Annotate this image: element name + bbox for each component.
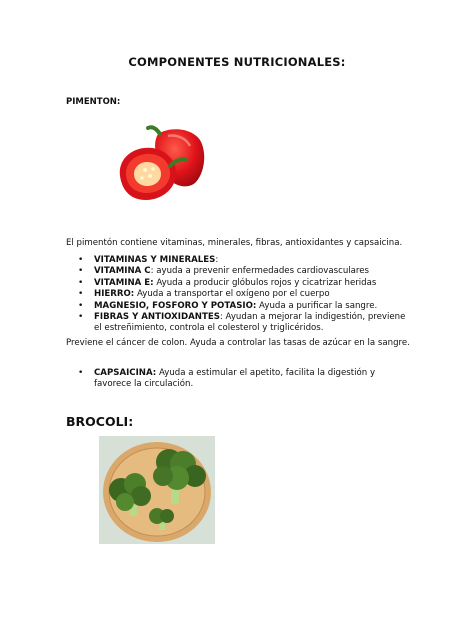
document-title: COMPONENTES NUTRICIONALES: (128, 55, 346, 69)
brocoli-heading: BROCOLI: (66, 414, 134, 429)
list-item: • VITAMINA C: ayuda a prevenir enfermedades cardiovasculares (66, 266, 411, 277)
list-item: • CAPSAICINA: Ayuda a estimular el apetito, facilita la digestión y favorece la circulación. (66, 368, 411, 391)
pimenton-heading: PIMENTON: (66, 97, 121, 107)
red-pepper-image (110, 120, 210, 206)
list-item: • HIERRO: Ayuda a transportar el oxígeno por el cuerpo (66, 289, 411, 300)
list-item: • VITAMINAS Y MINERALES: (66, 255, 411, 266)
pimenton-paragraph-2: Previene el cáncer de colon. Ayuda a controlar las tasas de azúcar en la sangre. (66, 338, 410, 348)
pimenton-nutrients-list (66, 255, 411, 335)
capsaicina-list (66, 368, 411, 391)
broccoli-image (99, 436, 215, 544)
pimenton-intro: El pimentón contiene vitaminas, minerales, fibras, antioxidantes y capsaicina. (66, 238, 403, 248)
list-item: • MAGNESIO, FOSFORO Y POTASIO: Ayuda a purificar la sangre. (66, 301, 411, 312)
list-item: • VITAMINA E: Ayuda a producir glóbulos rojos y cicatrizar heridas (66, 278, 411, 289)
list-item: • FIBRAS Y ANTIOXIDANTES: Ayudan a mejorar la indigestión, previene el estreñimiento, controla el colesterol y triglicéridos. (66, 312, 411, 335)
